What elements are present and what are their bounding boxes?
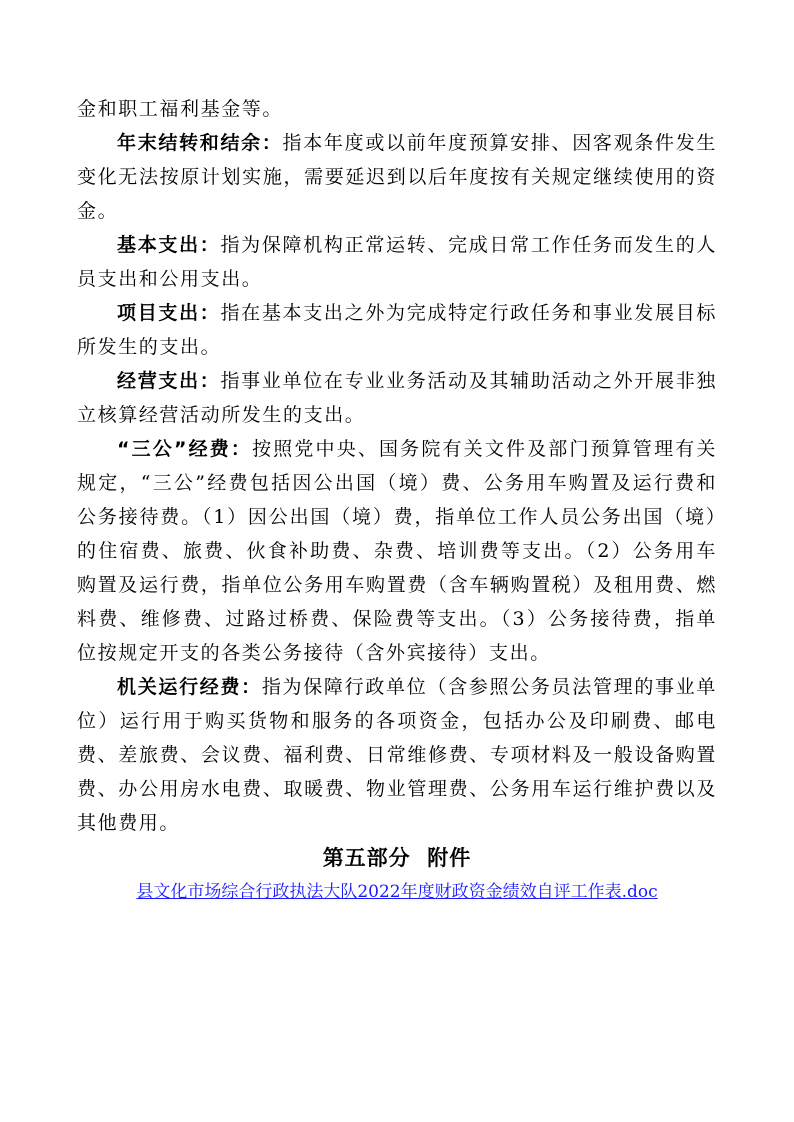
paragraph-text: 指为保障行政单位（含参照公务员法管理的事业单位）运行用于购买货物和服务的各项资金，包括办公及印刷费、邮电费、差旅费、会议费、福利费、日常维修费、专项材料及一般设备购置费、办公用房水电费、取暖费、物业管理费、公务用车运行维护费以及其他费用。 [77,676,718,834]
paragraph-project-expenditure [77,296,717,364]
paragraph-year-end-balance [77,126,717,228]
paragraph-agency-operating-funds [77,670,717,840]
term-label: “三公”经费： [117,438,253,460]
paragraph-text: 指为保障机构正常运转、完成日常工作任务而发生的人员支出和公用支出。 [77,234,717,290]
section-title: 第五部分 附件 [322,846,472,870]
paragraph-text: 指本年度或以前年度预算安排、因客观条件发生变化无法按原计划实施，需要延迟到以后年度按有关规定继续使用的资金。 [77,132,717,222]
paragraph-three-public-expenses [77,432,717,670]
term-label: 年末结转和结余： [117,132,283,154]
term-label: 经营支出： [117,370,221,392]
paragraph-operating-expenditure [77,364,717,432]
term-label: 机关运行经费： [117,676,262,698]
attachment-link[interactable]: 县文化市场综合行政执法大队2022年度财政资金绩效自评工作表.doc [136,882,658,902]
term-label: 基本支出： [117,234,221,256]
term-label: 项目支出： [117,302,221,324]
paragraph-text: 指事业单位在专业业务活动及其辅助活动之外开展非独立核算经营活动所发生的支出。 [77,370,717,426]
paragraph-basic-expenditure [77,228,717,296]
glossary-body [77,92,717,840]
paragraph-continuation [77,92,717,126]
paragraph-text: 按照党中央、国务院有关文件及部门预算管理有关规定，“三公”经费包括因公出国（境）费、公务用车购置及运行费和公务接待费。（1）因公出国（境）费，指单位工作人员公务出国（境）的住宿费、旅费、伙食补助费、杂费、培训费等支出。（2）公务用车购置及运行费，指单位公务用车购置费（含车辆购置税）及租用费、燃料费、维修费、过路过桥费、保险费等支出。（3）公务接待费，指单位按规定开支的各类公务接待（含外宾接待）支出。 [77,438,717,664]
paragraph-text: 指在基本支出之外为完成特定行政任务和事业发展目标所发生的支出。 [77,302,717,358]
paragraph-text: 金和职工福利基金等。 [77,98,284,120]
